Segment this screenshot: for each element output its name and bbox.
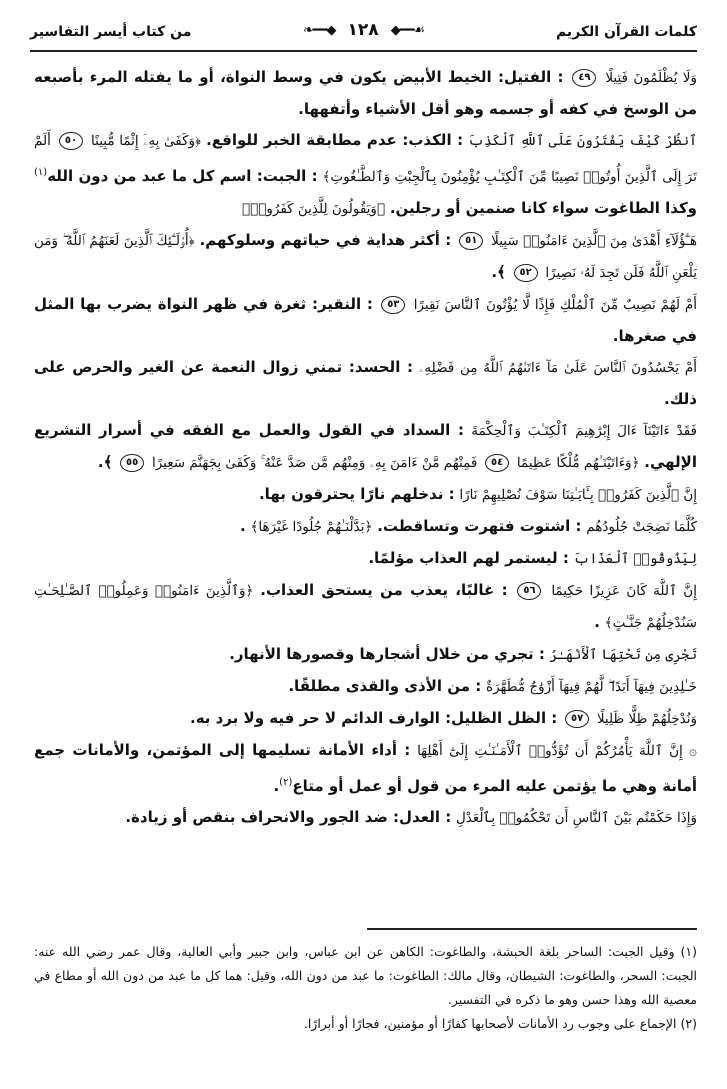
quran-phrase: ۞ إِنَّ ٱللَّهَ يَأْمُرُكُمْ أَن تُؤَدُّوا۟ ٱلْأَمَـٰنَـٰتِ إِلَىٰٓ أَهْلِهَا bbox=[417, 743, 697, 759]
quran-phrase: ٱنظُرْ كَيْفَ يَفْتَرُونَ عَلَى ٱللَّهِ ٱلْكَذِبَ bbox=[468, 133, 697, 149]
definition: وكذا الطاغوت سواء كانا صنمين أو رجلين. bbox=[389, 199, 697, 217]
verse-number: ٥٢ bbox=[514, 264, 538, 282]
glossary-body bbox=[34, 62, 697, 834]
verse-number: ٤٩ bbox=[572, 69, 596, 87]
definition: : النقير: ثغرة في ظهر النواة يضرب بها المثل في صغرها. bbox=[34, 295, 697, 345]
definition: : أكثر هداية في حياتهم وسلوكهم. bbox=[199, 231, 452, 249]
verse-number: ٥١ bbox=[459, 232, 483, 250]
definition: : السداد في القول والعمل مع الفقه في أسرار التشريع الإلهي. bbox=[34, 421, 697, 471]
quran-phrase: ﴿وَءَاتَيْنَـٰهُم مُّلْكًا عَظِيمًا bbox=[516, 455, 640, 471]
quran-phrase: تَجْرِى مِن تَحْتِهَا ٱلْأَنْهَـٰرُ bbox=[549, 647, 697, 663]
definition: : الظل الظليل: الوارف الدائم لا حر فيه ولا برد به. bbox=[190, 709, 558, 727]
quran-phrase: ﴿أُو۟لَـٰٓئِكَ ٱلَّذِينَ لَعَنَهُمُ ٱللَّهُ ۖ وَمَن يَلْعَنِ ٱللَّهُ فَلَن تَجِدَ لَهُۥ نَصِيرًا bbox=[34, 233, 697, 281]
verse-number: ٥٥ bbox=[120, 454, 144, 472]
entry-57c bbox=[34, 703, 697, 735]
definition: : ندخلهم نارًا يحترقون بها. bbox=[258, 485, 455, 503]
footnote-2: (٢) الإجماع على وجوب رد الأمانات لأصحابها كفارًا أو مؤمنين، فجارًا أو أبرارًا. bbox=[303, 1016, 697, 1031]
quran-phrase: لِيَذُوقُوا۟ ٱلْعَذَابَ bbox=[573, 551, 697, 567]
quran-phrase: ﴿وَكَفَىٰ بِهِۦٓ إِثْمًا مُّبِينًا bbox=[91, 133, 202, 149]
entry-49 bbox=[34, 62, 697, 125]
entry-56a bbox=[34, 479, 697, 511]
quran-phrase: إِنَّ ٱلَّذِينَ كَفَرُوا۟ بِـَٔايَـٰتِنَا سَوْفَ نُصْلِيهِمْ نَارًا bbox=[459, 487, 697, 503]
footnote-ref: (١) bbox=[34, 167, 48, 178]
quran-phrase: ﴿وَٱلَّذِينَ ءَامَنُوا۟ وَعَمِلُوا۟ ٱلصَّـٰلِحَـٰتِ سَنُدْخِلُهُمْ جَنَّـٰتٍ﴾ bbox=[34, 583, 697, 631]
quran-phrase: وَنُدْخِلُهُمْ ظِلًّا ظَلِيلًا bbox=[596, 711, 697, 727]
definition: : الكذب: عدم مطابقة الخبر للواقع. bbox=[206, 131, 464, 149]
entry-58a bbox=[34, 735, 697, 802]
definition: : الفتيل: الخيط الأبيض يكون في وسط النواة، أو ما يفتله المرء بأصبعه من الوسخ في كفه أو جسمه وهو أقل الأشياء وأتفهها. bbox=[34, 68, 697, 118]
ornament-icon: ❧━━◆ bbox=[303, 22, 336, 38]
quran-phrase: وَلَا يُظْلَمُونَ فَتِيلًا bbox=[605, 70, 697, 86]
quran-phrase: كُلَّمَا نَضِجَتْ جُلُودُهُم bbox=[586, 519, 697, 535]
entry-53 bbox=[34, 289, 697, 352]
entry-56d bbox=[34, 575, 697, 639]
definition: : أداء الأمانة تسليمها إلى المؤتمن، والأمانات جمع أمانة وهي ما يؤتمن عليه المرء من قول أو عمل أو متاع bbox=[34, 741, 697, 795]
verse-number: ٥٦ bbox=[517, 582, 541, 600]
verse-number: ٥٠ bbox=[59, 132, 83, 150]
definition: . bbox=[239, 517, 246, 535]
quran-phrase: ﴿بَدَّلْنَـٰهُمْ جُلُودًا غَيْرَهَا﴾ bbox=[250, 519, 373, 535]
entry-56b bbox=[34, 511, 697, 543]
quran-phrase: وَإِذَا حَكَمْتُم بَيْنَ ٱلنَّاسِ أَن تَحْكُمُوا۟ بِٱلْعَدْلِ bbox=[455, 810, 697, 826]
ornament-icon: ◆━━☙ bbox=[390, 22, 424, 38]
definition: ﴾. bbox=[97, 453, 113, 471]
footnote-rule bbox=[367, 928, 697, 930]
entry-57a bbox=[34, 639, 697, 671]
definition: . bbox=[594, 613, 600, 631]
definition: : تجري من خلال أشجارها وقصورها الأنهار. bbox=[229, 645, 545, 663]
definition: : العدل: ضد الجور والانحراف بنقص أو زيادة. bbox=[125, 808, 452, 826]
book-title: كلمات القرآن الكريم bbox=[555, 24, 697, 40]
definition: : ليستمر لهم العذاب مؤلمًا. bbox=[368, 549, 569, 567]
page-number: ١٢٨ bbox=[347, 20, 379, 40]
entry-56c bbox=[34, 543, 697, 575]
definition: : من الأذى والقذى مطلقًا. bbox=[288, 677, 482, 695]
entry-50 bbox=[34, 125, 697, 225]
definition: . bbox=[273, 777, 280, 795]
definition: : غالبًا، يعذب من يستحق العذاب. bbox=[260, 581, 508, 599]
entry-54b bbox=[34, 415, 697, 479]
definition: : الجبت: اسم كل ما عبد من دون الله bbox=[47, 167, 318, 185]
quran-phrase: فَقَدْ ءَاتَيْنَآ ءَالَ إِبْرَٰهِيمَ ٱلْكِتَـٰبَ وَٱلْحِكْمَةَ bbox=[471, 423, 697, 439]
footnote-ref: (٢) bbox=[279, 777, 293, 788]
quran-phrase: أَمْ يَحْسُدُونَ ٱلنَّاسَ عَلَىٰ مَآ ءَاتَىٰهُمُ ٱللَّهُ مِن فَضْلِهِۦ bbox=[419, 360, 697, 376]
quran-phrase: خَـٰلِدِينَ فِيهَآ أَبَدًا ۖ لَّهُمْ فِيهَآ أَزْوَٰجٌ مُّطَهَّرَةٌ bbox=[486, 679, 697, 695]
footnote-1: (١) وقيل الجبت: الساحر بلغة الحبشة، والطاغوت: الكاهن عن ابن عباس، وابن جبير وأبي العالية، وقال عمر رضي الله عنه: الجبت: السحر، والطاغوت: الشيطان، وقال مالك: الطاغوت: ما عبد من دون الله، وقيل: هما كل ما عبد من دون الله أو مطاع في معصية الله وهذا حسن وهو ما ذكره في التفسير. bbox=[34, 944, 697, 1007]
entry-58b bbox=[34, 802, 697, 834]
definition: : الحسد: تمني زوال النعمة عن الغير والحرص على ذلك. bbox=[34, 358, 697, 408]
page-header bbox=[30, 18, 697, 58]
entry-54a bbox=[34, 352, 697, 415]
header-rule bbox=[30, 50, 697, 52]
footnotes bbox=[34, 940, 697, 1036]
source-title: من كتاب أيسر التفاسير bbox=[30, 24, 192, 40]
definition: : اشتوت فتهرت وتساقطت. bbox=[377, 517, 582, 535]
quran-phrase: إِنَّ ٱللَّهَ كَانَ عَزِيزًا حَكِيمًا bbox=[551, 583, 697, 599]
quran-phrase: ﴿وَيَقُولُونَ لِلَّذِينَ كَفَرُوا۟﴾ bbox=[242, 201, 386, 217]
entry-51 bbox=[34, 225, 697, 289]
quran-phrase: فَمِنْهُم مَّنْ ءَامَنَ بِهِۦ وَمِنْهُم مَّن صَدَّ عَنْهُ ۚ وَكَفَىٰ بِجَهَنَّمَ سَعِيرًا bbox=[151, 455, 478, 471]
verse-number: ٥٤ bbox=[485, 454, 509, 472]
definition: ﴾. bbox=[491, 263, 506, 281]
verse-number: ٥٣ bbox=[381, 296, 405, 314]
quran-phrase: أَمْ لَهُمْ نَصِيبٌ مِّنَ ٱلْمُلْكِ فَإِذًا لَّا يُؤْتُونَ ٱلنَّاسَ نَقِيرًا bbox=[413, 297, 697, 313]
verse-number: ٥٧ bbox=[565, 710, 589, 728]
entry-57b bbox=[34, 671, 697, 703]
quran-phrase: هَـٰٓؤُلَآءِ أَهْدَىٰ مِنَ ٱلَّذِينَ ءَامَنُوا۟ سَبِيلًا bbox=[491, 233, 697, 249]
page-number-ornament bbox=[303, 20, 424, 40]
quran-phrase: أَلَمْ تَرَ إِلَى ٱلَّذِينَ أُوتُوا۟ نَصِيبًا مِّنَ ٱلْكِتَـٰبِ يُؤْمِنُونَ بِٱلْجِبْتِ وَٱلطَّـٰغُوتِ﴾ bbox=[34, 133, 697, 185]
